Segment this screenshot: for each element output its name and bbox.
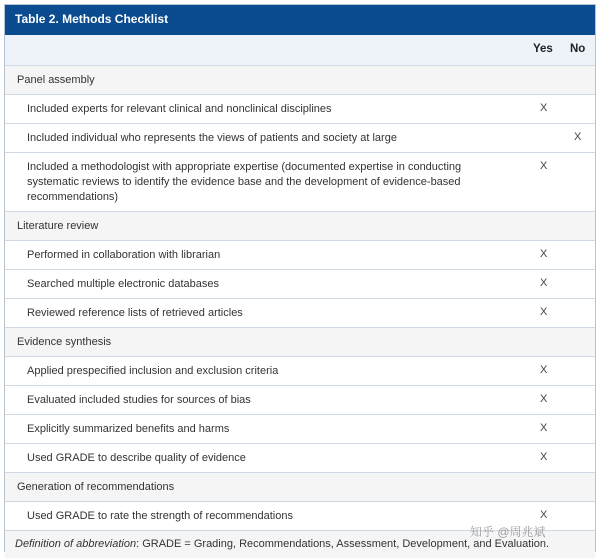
- methods-checklist-table: [4, 4, 596, 552]
- yes-mark: X: [540, 306, 548, 318]
- column-header-no: No: [570, 43, 586, 55]
- yes-mark: X: [540, 422, 548, 434]
- table-row: [5, 299, 595, 328]
- table-row: [5, 95, 595, 124]
- column-header-yes: Yes: [533, 43, 553, 55]
- row-label: Reviewed reference lists of retrieved articles: [27, 307, 243, 319]
- watermark: 知乎 @周兆斌: [470, 525, 546, 539]
- table-header: [5, 35, 595, 66]
- row-label: Included individual who represents the views of patients and society at large: [27, 132, 397, 144]
- footnote-label: Definition of abbreviation: [15, 538, 137, 550]
- section-row: [5, 66, 595, 95]
- section-label: Panel assembly: [17, 74, 95, 86]
- section-row: [5, 212, 595, 241]
- row-label: Performed in collaboration with librarian: [27, 249, 221, 261]
- yes-mark: X: [540, 451, 548, 463]
- table-row: [5, 444, 595, 473]
- no-mark: X: [574, 131, 582, 143]
- section-row: [5, 328, 595, 357]
- row-label: Used GRADE to rate the strength of recommendations: [27, 510, 293, 522]
- table-row: [5, 153, 595, 212]
- footnote-text: : GRADE = Grading, Recommendations, Assessment, Development, and Evaluation.: [136, 538, 550, 550]
- table-title: Table 2. Methods Checklist: [5, 5, 595, 35]
- section-label: Evidence synthesis: [17, 336, 112, 348]
- yes-mark: X: [540, 277, 548, 289]
- row-label: Included experts for relevant clinical and nonclinical disciplines: [27, 103, 332, 115]
- table-row: [5, 357, 595, 386]
- table-body: [5, 66, 595, 531]
- row-label: Evaluated included studies for sources of bias: [27, 394, 251, 406]
- yes-mark: X: [540, 248, 548, 260]
- row-label: Included a methodologist with appropriate expertise (documented expertise in conducting systematic reviews to identify the evidence base and the development of evidence-based recommendations): [27, 161, 462, 203]
- table-row: [5, 415, 595, 444]
- row-label: Used GRADE to describe quality of evidence: [27, 452, 246, 464]
- table-row: [5, 270, 595, 299]
- table-row: [5, 241, 595, 270]
- yes-mark: X: [540, 102, 548, 114]
- table-row: [5, 386, 595, 415]
- table-row: [5, 124, 595, 153]
- yes-mark: X: [540, 364, 548, 376]
- row-label: Applied prespecified inclusion and exclusion criteria: [27, 365, 279, 377]
- row-label: Explicitly summarized benefits and harms: [27, 423, 230, 435]
- yes-mark: X: [540, 393, 548, 405]
- section-label: Generation of recommendations: [17, 481, 175, 493]
- section-label: Literature review: [17, 220, 99, 232]
- section-row: [5, 473, 595, 502]
- yes-mark: X: [540, 160, 548, 172]
- row-label: Searched multiple electronic databases: [27, 278, 220, 290]
- yes-mark: X: [540, 509, 548, 521]
